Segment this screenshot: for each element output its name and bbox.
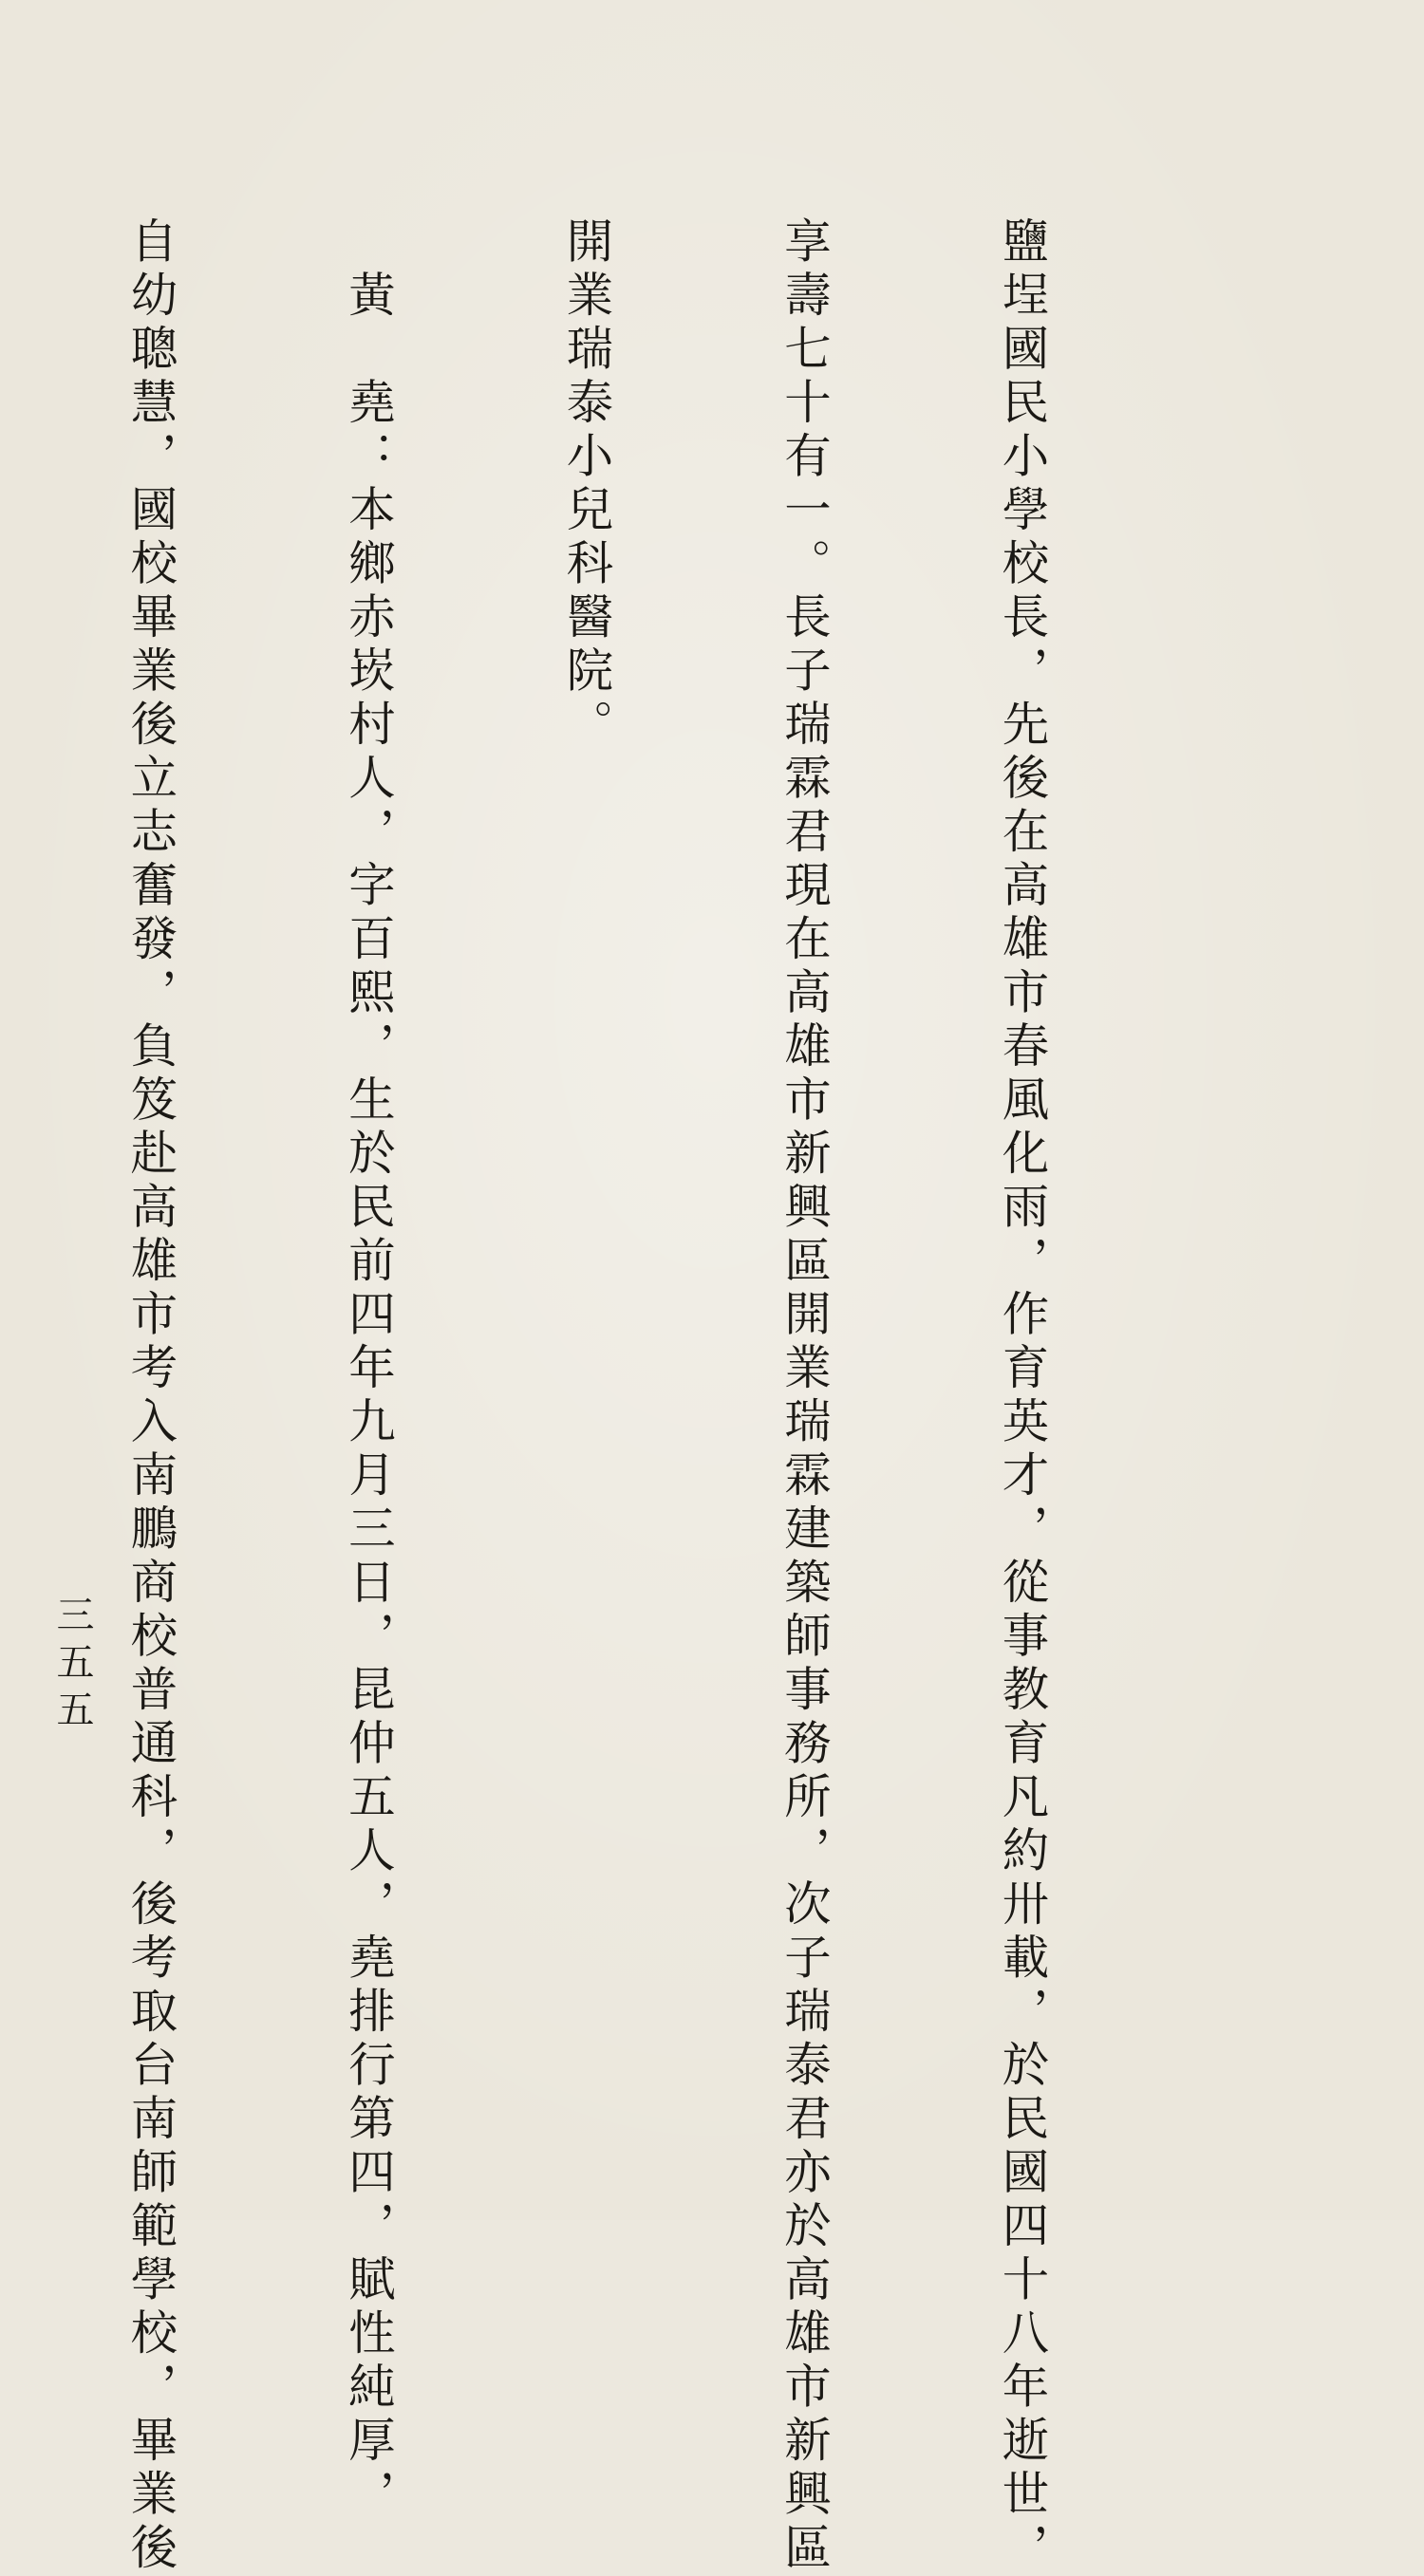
text-column-4: 黃 堯：本鄉赤崁村人，字百熙，生於民前四年九月三日，昆仲五人，堯排行第四，賦性純厚， (341, 216, 397, 2523)
page-number: 三五五 (50, 1595, 94, 1737)
text-column-3: 開業瑞泰小兒科醫院。 (559, 216, 614, 753)
text-column-5: 自幼聰慧，國校畢業後立志奮發，負笈赴高雄市考入南鵬商校普通科，後考取台南師範學校，畢業後 (123, 216, 178, 2576)
text-column-1: 鹽埕國民小學校長，先後在高雄市春風化雨，作育英才，從事教育凡約卅載，於民國四十八年逝世， (995, 216, 1050, 2576)
text-column-2: 享壽七十有一。長子瑞霖君現在高雄市新興區開業瑞霖建築師事務所，次子瑞泰君亦於高雄市新興區 (777, 216, 833, 2576)
body-text (0, 216, 1204, 2576)
